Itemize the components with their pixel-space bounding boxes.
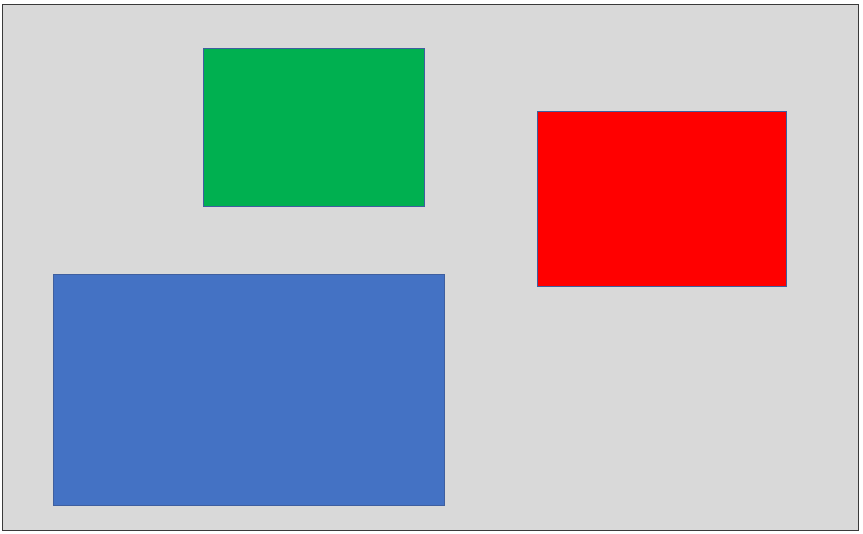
red-rectangle[interactable]	[537, 111, 787, 287]
diagram-canvas	[2, 4, 859, 531]
blue-rectangle[interactable]	[53, 274, 445, 506]
green-rectangle[interactable]	[203, 48, 425, 207]
